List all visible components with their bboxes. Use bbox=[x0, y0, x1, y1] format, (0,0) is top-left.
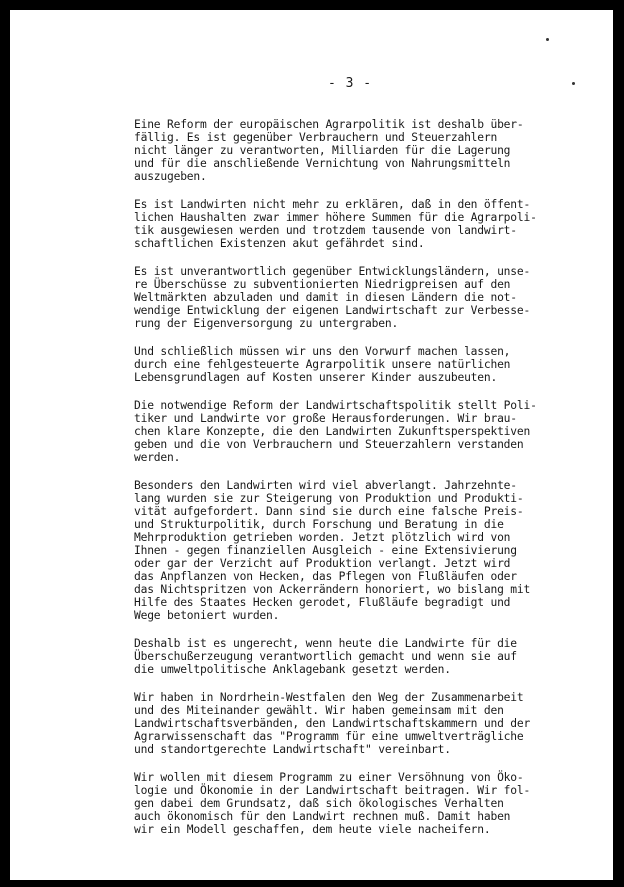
paragraph: Wir haben in Nordrhein-Westfalen den Weg der Zusammenarbeit und des Miteinander gewählt. Wir haben gemeinsam mit den Landwirtschaftsverbänden, den Landwirtschaftskammern und der Agrarwissenschaft das "Programm für eine umweltverträgliche und standortgerechte Landwirtschaft" vereinbart. bbox=[134, 691, 531, 756]
paragraph: Besonders den Landwirten wird viel abverlangt. Jahrzehnte- lang wurden sie zur Steigerung von Produktion und Produkti- vität aufgefordert. Dann sind sie durch eine falsche Preis- und Strukturpolitik, durch Forschung und Beratung in die Mehrproduktion getrieben worden. Jetzt plötzlich wird von Ihnen - gegen finanziellen Ausgleich - eine Extensivierung oder gar der Verzicht auf Produktion verlangt. Jetzt wird das Anpflanzen von Hecken, das Pflegen von Flußläufen oder das Nichtspritzen von Ackerrändern honoriert, wo bislang mit Hilfe des Staates Hecken gerodet, Flußläufe begradigt und Wege betoniert wurden. bbox=[134, 479, 531, 622]
scan-speck bbox=[572, 82, 575, 85]
paragraph: Es ist unverantwortlich gegenüber Entwicklungsländern, unse- re Überschüsse zu subventionierten Niedrigpreisen auf den Weltmärkten abzuladen und damit in diesen Ländern die not- wendige Entwicklung der eigenen Landwirtschaft zur Verbesse- rung der Eigenversorgung zu untergraben. bbox=[134, 265, 531, 330]
paragraph: Eine Reform der europäischen Agrarpolitik ist deshalb über- fällig. Es ist gegenüber Verbrauchern und Steuerzahlern nicht länger zu verantworten, Milliarden für die Lagerung und für die anschließende Vernichtung von Nahrungsmitteln auszugeben. bbox=[134, 118, 524, 183]
document-page bbox=[10, 10, 613, 880]
paragraph: Es ist Landwirten nicht mehr zu erklären, daß in den öffent- lichen Haushalten zwar immer höhere Summen für die Agrarpoli- tik ausgewiesen werden und trotzdem tausende von landwirt- schaftlichen Existenzen akut gefährdet sind. bbox=[134, 198, 537, 250]
paragraph: Und schließlich müssen wir uns den Vorwurf machen lassen, durch eine fehlgesteuerte Agrarpolitik unsere natürlichen Lebensgrundlagen auf Kosten unserer Kinder auszubeuten. bbox=[134, 345, 511, 384]
page-number: - 3 - bbox=[328, 76, 373, 91]
scan-speck bbox=[546, 38, 549, 41]
body-text bbox=[134, 118, 576, 851]
paragraph: Wir wollen mit diesem Programm zu einer Versöhnung von Öko- logie und Ökonomie in der Landwirtschaft beitragen. Wir fol- gen dabei dem Grundsatz, daß sich ökologisches Verhalten auch ökonomisch für den Landwirt rechnen muß. Damit haben wir ein Modell geschaffen, dem heute viele nacheifern. bbox=[134, 771, 531, 836]
paragraph: Deshalb ist es ungerecht, wenn heute die Landwirte für die Überschußerzeugung verantwortlich gemacht und wenn sie auf die umweltpolitische Anklagebank gesetzt werden. bbox=[134, 637, 517, 676]
paragraph: Die notwendige Reform der Landwirtschaftspolitik stellt Poli- tiker und Landwirte vor große Herausforderungen. Wir brau- chen klare Konzepte, die den Landwirten Zukunftsperspektiven geben und die von Verbrauchern und Steuerzahlern verstanden werden. bbox=[134, 399, 537, 464]
